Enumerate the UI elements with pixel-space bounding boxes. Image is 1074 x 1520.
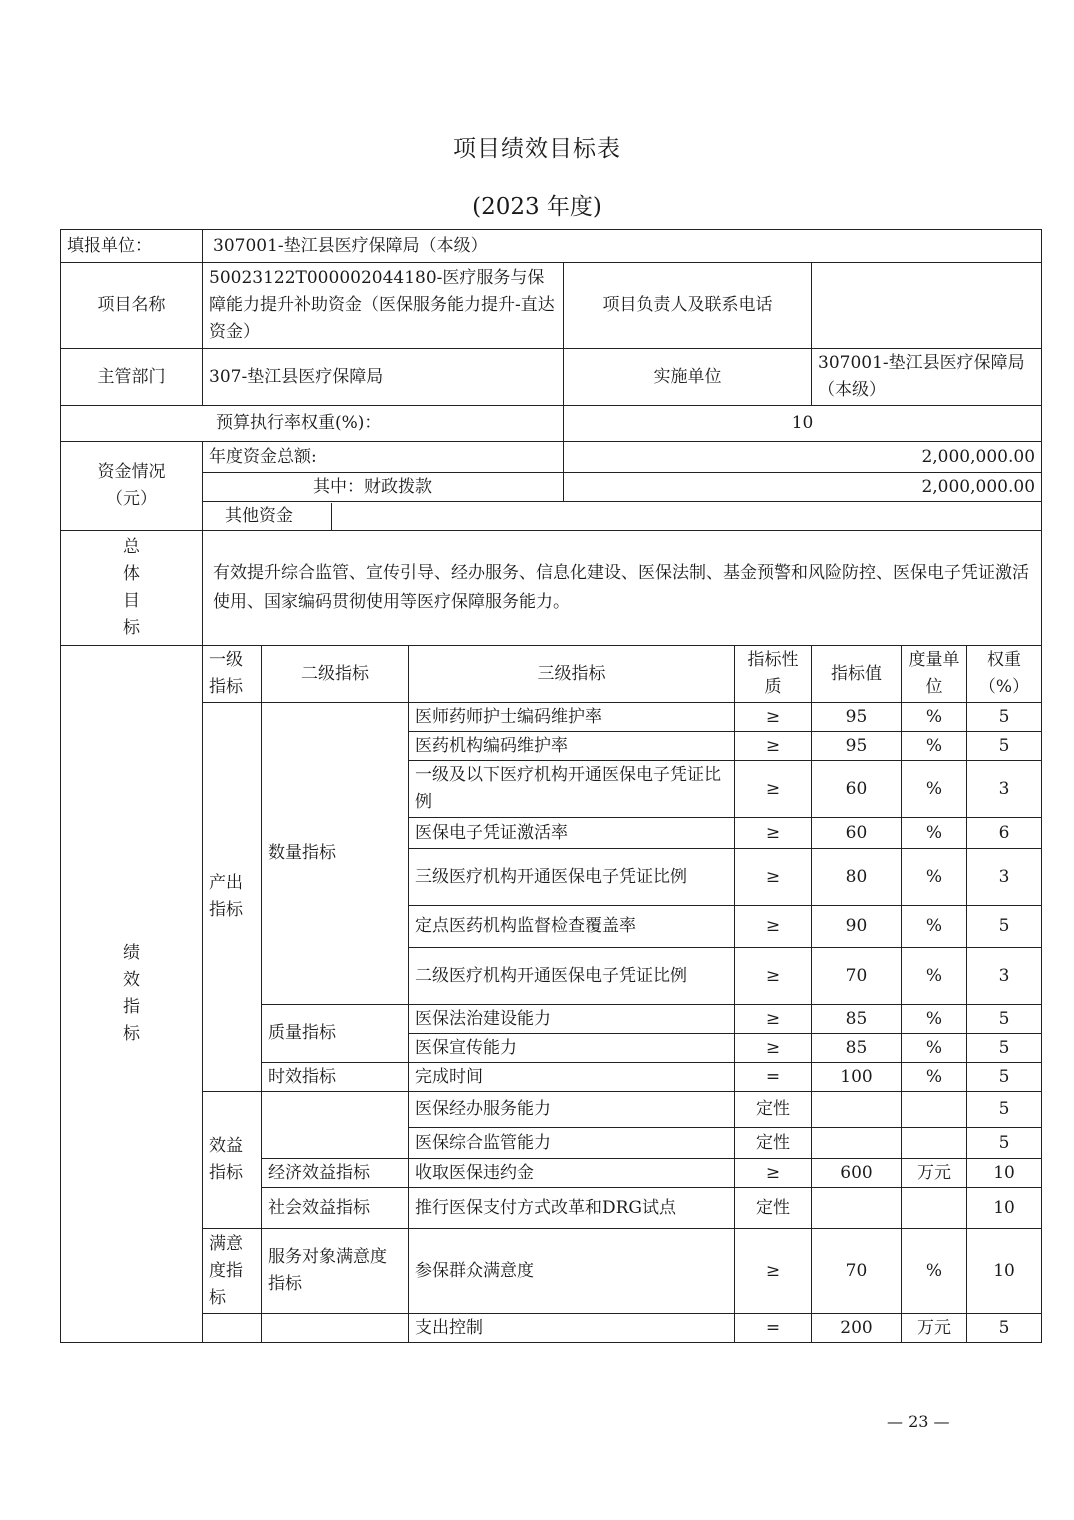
other-funds-label: 其他资金 — [203, 503, 332, 530]
perf-indicator-label: 绩 效 指 标 — [61, 646, 203, 1343]
overall-goal-text: 有效提升综合监管、宣传引导、经办服务、信息化建设、医保法制、基金预警和风险防控、医保电子凭证激活使用、国家编码贯彻使用等医疗保障服务能力。 — [203, 531, 1042, 646]
indicator-weight: 5 — [967, 1314, 1042, 1343]
group-satisfaction: 满意度指标 — [203, 1229, 262, 1314]
indicator-nature: ≥ — [735, 1005, 812, 1034]
indicator-name: 支出控制 — [409, 1314, 735, 1343]
funds-label: 资金情况 （元） — [61, 442, 203, 531]
indicator-value: 90 — [812, 906, 902, 948]
indicator-name: 医保宣传能力 — [409, 1034, 735, 1063]
indicator-value: 95 — [812, 703, 902, 732]
indicator-nature: ≥ — [735, 849, 812, 906]
group-benefit: 效益指标 — [203, 1092, 262, 1229]
indicator-weight: 3 — [967, 761, 1042, 818]
budget-rate-label: 预算执行率权重(%)： — [61, 406, 564, 442]
indicator-value: 200 — [812, 1314, 902, 1343]
indicator-weight: 5 — [967, 906, 1042, 948]
indicator-value: 600 — [812, 1159, 902, 1188]
group-social: 社会效益指标 — [262, 1188, 409, 1229]
indicator-value — [812, 1188, 902, 1229]
indicator-unit: % — [902, 849, 967, 906]
overall-goal-label: 总 体 目 标 — [61, 531, 203, 646]
indicator-value — [812, 1092, 902, 1128]
dept-value: 307-垫江县医疗保障局 — [203, 349, 564, 406]
indicator-name: 完成时间 — [409, 1063, 735, 1092]
indicator-unit: % — [902, 1229, 967, 1314]
indicator-name: 医师药师护士编码维护率 — [409, 703, 735, 732]
page-subtitle-year: (2023 年度) — [472, 194, 602, 220]
indicator-unit: % — [902, 906, 967, 948]
project-name-value: 50023122T000002044180-医疗服务与保障能力提升补助资金（医保服务能力提升-直达资金） — [203, 263, 564, 349]
page-number: — 23 — — [887, 1412, 950, 1431]
contact-label: 项目负责人及联系电话 — [564, 263, 812, 349]
indicator-unit — [902, 1092, 967, 1128]
budget-rate-value: 10 — [564, 406, 1042, 442]
indicator-name: 参保群众满意度 — [409, 1229, 735, 1314]
group-service-satisfaction: 服务对象满意度指标 — [262, 1229, 409, 1314]
col-header-weight: 权重（%） — [967, 646, 1042, 703]
indicator-nature: ≥ — [735, 1034, 812, 1063]
fiscal-label: 其中：财政拨款 — [203, 473, 564, 502]
contact-value — [812, 263, 1042, 349]
indicator-nature: ≥ — [735, 948, 812, 1005]
group-quality: 质量指标 — [262, 1005, 409, 1063]
col-header-value: 指标值 — [812, 646, 902, 703]
indicator-nature: ≥ — [735, 1229, 812, 1314]
col-header-level3: 三级指标 — [409, 646, 735, 703]
indicator-nature: ≥ — [735, 703, 812, 732]
indicator-name: 医保电子凭证激活率 — [409, 818, 735, 849]
indicator-value: 80 — [812, 849, 902, 906]
indicator-weight: 5 — [967, 732, 1042, 761]
indicator-value: 100 — [812, 1063, 902, 1092]
group-economic: 经济效益指标 — [262, 1159, 409, 1188]
indicator-weight: 5 — [967, 1092, 1042, 1128]
indicator-value: 70 — [812, 948, 902, 1005]
indicator-value: 70 — [812, 1229, 902, 1314]
indicator-unit — [902, 1128, 967, 1159]
indicator-nature: ≥ — [735, 761, 812, 818]
col-header-unit: 度量单位 — [902, 646, 967, 703]
indicator-nature: ≥ — [735, 818, 812, 849]
indicator-nature: ≥ — [735, 1159, 812, 1188]
indicator-value: 60 — [812, 761, 902, 818]
indicator-nature: 定性 — [735, 1128, 812, 1159]
indicator-nature: = — [735, 1314, 812, 1343]
indicator-unit: % — [902, 1063, 967, 1092]
indicator-name: 医药机构编码维护率 — [409, 732, 735, 761]
indicator-weight: 3 — [967, 849, 1042, 906]
annual-total-label: 年度资金总额: — [203, 442, 564, 473]
dept-label: 主管部门 — [61, 349, 203, 406]
indicator-unit: % — [902, 761, 967, 818]
annual-total-value: 2,000,000.00 — [564, 442, 1042, 473]
indicator-nature: 定性 — [735, 1188, 812, 1229]
other-funds-value — [332, 503, 1042, 530]
indicator-nature: 定性 — [735, 1092, 812, 1128]
col-header-level2: 二级指标 — [262, 646, 409, 703]
fiscal-value: 2,000,000.00 — [564, 473, 1042, 502]
indicator-unit: % — [902, 948, 967, 1005]
indicator-weight: 5 — [967, 703, 1042, 732]
performance-target-table — [60, 229, 1042, 1343]
indicator-weight: 5 — [967, 1034, 1042, 1063]
col-header-nature: 指标性质 — [735, 646, 812, 703]
indicator-name: 医保法治建设能力 — [409, 1005, 735, 1034]
indicator-nature: = — [735, 1063, 812, 1092]
group-output: 产出指标 — [203, 703, 262, 1092]
indicator-unit — [902, 1188, 967, 1229]
indicator-nature: ≥ — [735, 732, 812, 761]
indicator-name: 医保经办服务能力 — [409, 1092, 735, 1128]
indicator-value: 85 — [812, 1034, 902, 1063]
indicator-unit: 万元 — [902, 1159, 967, 1188]
indicator-weight: 6 — [967, 818, 1042, 849]
other-funds-cell — [203, 502, 1042, 531]
indicator-weight: 3 — [967, 948, 1042, 1005]
impl-value: 307001-垫江县医疗保障局（本级） — [812, 349, 1042, 406]
indicator-name: 收取医保违约金 — [409, 1159, 735, 1188]
group-benefit-blank — [262, 1092, 409, 1159]
unit-label: 填报单位： — [61, 230, 203, 263]
indicator-unit: 万元 — [902, 1314, 967, 1343]
indicator-weight: 10 — [967, 1229, 1042, 1314]
indicator-name: 一级及以下医疗机构开通医保电子凭证比例 — [409, 761, 735, 818]
indicator-unit: % — [902, 703, 967, 732]
indicator-value: 95 — [812, 732, 902, 761]
indicator-value: 85 — [812, 1005, 902, 1034]
impl-label: 实施单位 — [564, 349, 812, 406]
unit-value: 307001-垫江县医疗保障局（本级） — [203, 230, 1042, 263]
indicator-name: 三级医疗机构开通医保电子凭证比例 — [409, 849, 735, 906]
blank-level1 — [203, 1314, 262, 1343]
blank-level2 — [262, 1314, 409, 1343]
indicator-weight: 5 — [967, 1063, 1042, 1092]
indicator-value — [812, 1128, 902, 1159]
indicator-weight: 5 — [967, 1128, 1042, 1159]
indicator-unit: % — [902, 818, 967, 849]
group-quantity: 数量指标 — [262, 703, 409, 1005]
indicator-unit: % — [902, 1034, 967, 1063]
indicator-unit: % — [902, 1005, 967, 1034]
indicator-weight: 10 — [967, 1188, 1042, 1229]
group-timeliness: 时效指标 — [262, 1063, 409, 1092]
indicator-name: 推行医保支付方式改革和DRG试点 — [409, 1188, 735, 1229]
project-name-label: 项目名称 — [61, 263, 203, 349]
col-header-level1: 一级指标 — [203, 646, 262, 703]
indicator-name: 二级医疗机构开通医保电子凭证比例 — [409, 948, 735, 1005]
indicator-nature: ≥ — [735, 906, 812, 948]
indicator-name: 医保综合监管能力 — [409, 1128, 735, 1159]
page-title: 项目绩效目标表 — [453, 136, 621, 162]
indicator-weight: 5 — [967, 1005, 1042, 1034]
indicator-unit: % — [902, 732, 967, 761]
indicator-value: 60 — [812, 818, 902, 849]
indicator-name: 定点医药机构监督检查覆盖率 — [409, 906, 735, 948]
indicator-weight: 10 — [967, 1159, 1042, 1188]
